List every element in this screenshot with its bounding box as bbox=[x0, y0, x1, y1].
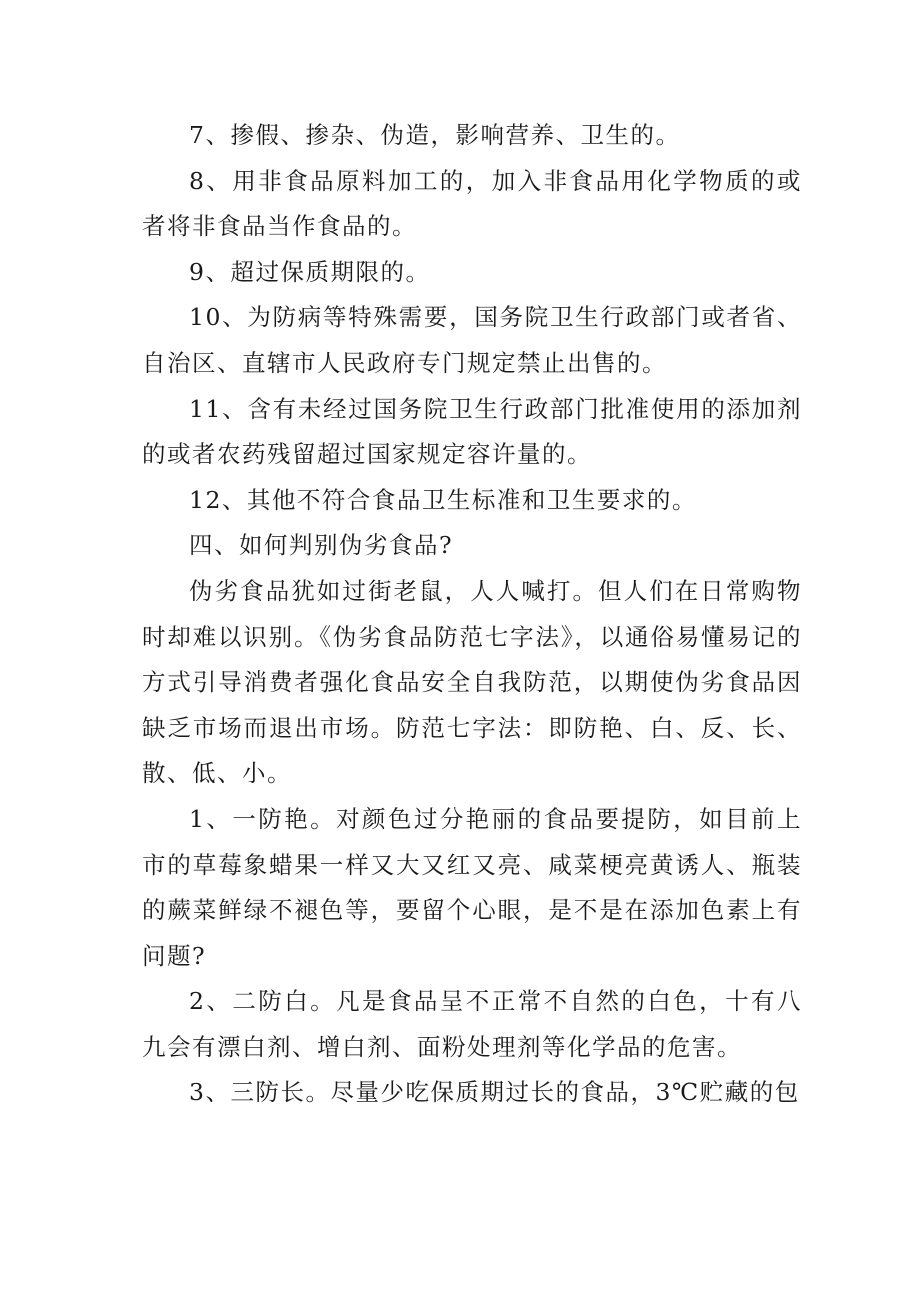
paragraph-intro: 伪劣食品犹如过街老鼠，人人喊打。但人们在日常购物时却难以识别。《伪劣食品防范七字法》，以通俗易懂易记的方式引导消费者强化食品安全自我防范，以期使伪劣食品因缺乏市场而退出市场。防范七字法：即防艳、白、反、长、散、低、小。 bbox=[142, 576, 802, 788]
paragraph-rule-3: 3、三防长。尽量少吃保质期过长的食品，3℃贮藏的包 bbox=[189, 1078, 800, 1107]
paragraph-item-7: 7、掺假、掺杂、伪造，影响营养、卫生的。 bbox=[189, 121, 681, 149]
paragraph-rule-2: 2、二防白。凡是食品呈不正常不自然的白色，十有八九会有漂白剂、增白剂、面粉处理剂等化学品的危害。 bbox=[142, 987, 802, 1061]
paragraph-item-10: 10、为防病等特殊需要，国务院卫生行政部门或者省、自治区、直辖市人民政府专门规定禁止出售的。 bbox=[142, 303, 802, 377]
document-body bbox=[142, 113, 802, 1116]
paragraph-item-9: 9、超过保质期限的。 bbox=[189, 257, 431, 286]
section-heading-4: 四、如何判别伪劣食品? bbox=[189, 531, 454, 560]
paragraph-item-8: 8、用非食品原料加工的，加入非食品用化学物质的或者将非食品当作食品的。 bbox=[142, 166, 802, 241]
paragraph-item-11: 11、含有未经过国务院卫生行政部门批准使用的添加剂的或者农药残留超过国家规定容许量的。 bbox=[142, 394, 802, 469]
paragraph-rule-1: 1、一防艳。对颜色过分艳丽的食品要提防，如目前上市的草莓象蜡果一样又大又红又亮、咸菜梗亮黄诱人、瓶装的蕨菜鲜绿不褪色等，要留个心眼，是不是在添加色素上有问题? bbox=[142, 804, 802, 970]
paragraph-item-12: 12、其他不符合食品卫生标准和卫生要求的。 bbox=[189, 485, 697, 514]
